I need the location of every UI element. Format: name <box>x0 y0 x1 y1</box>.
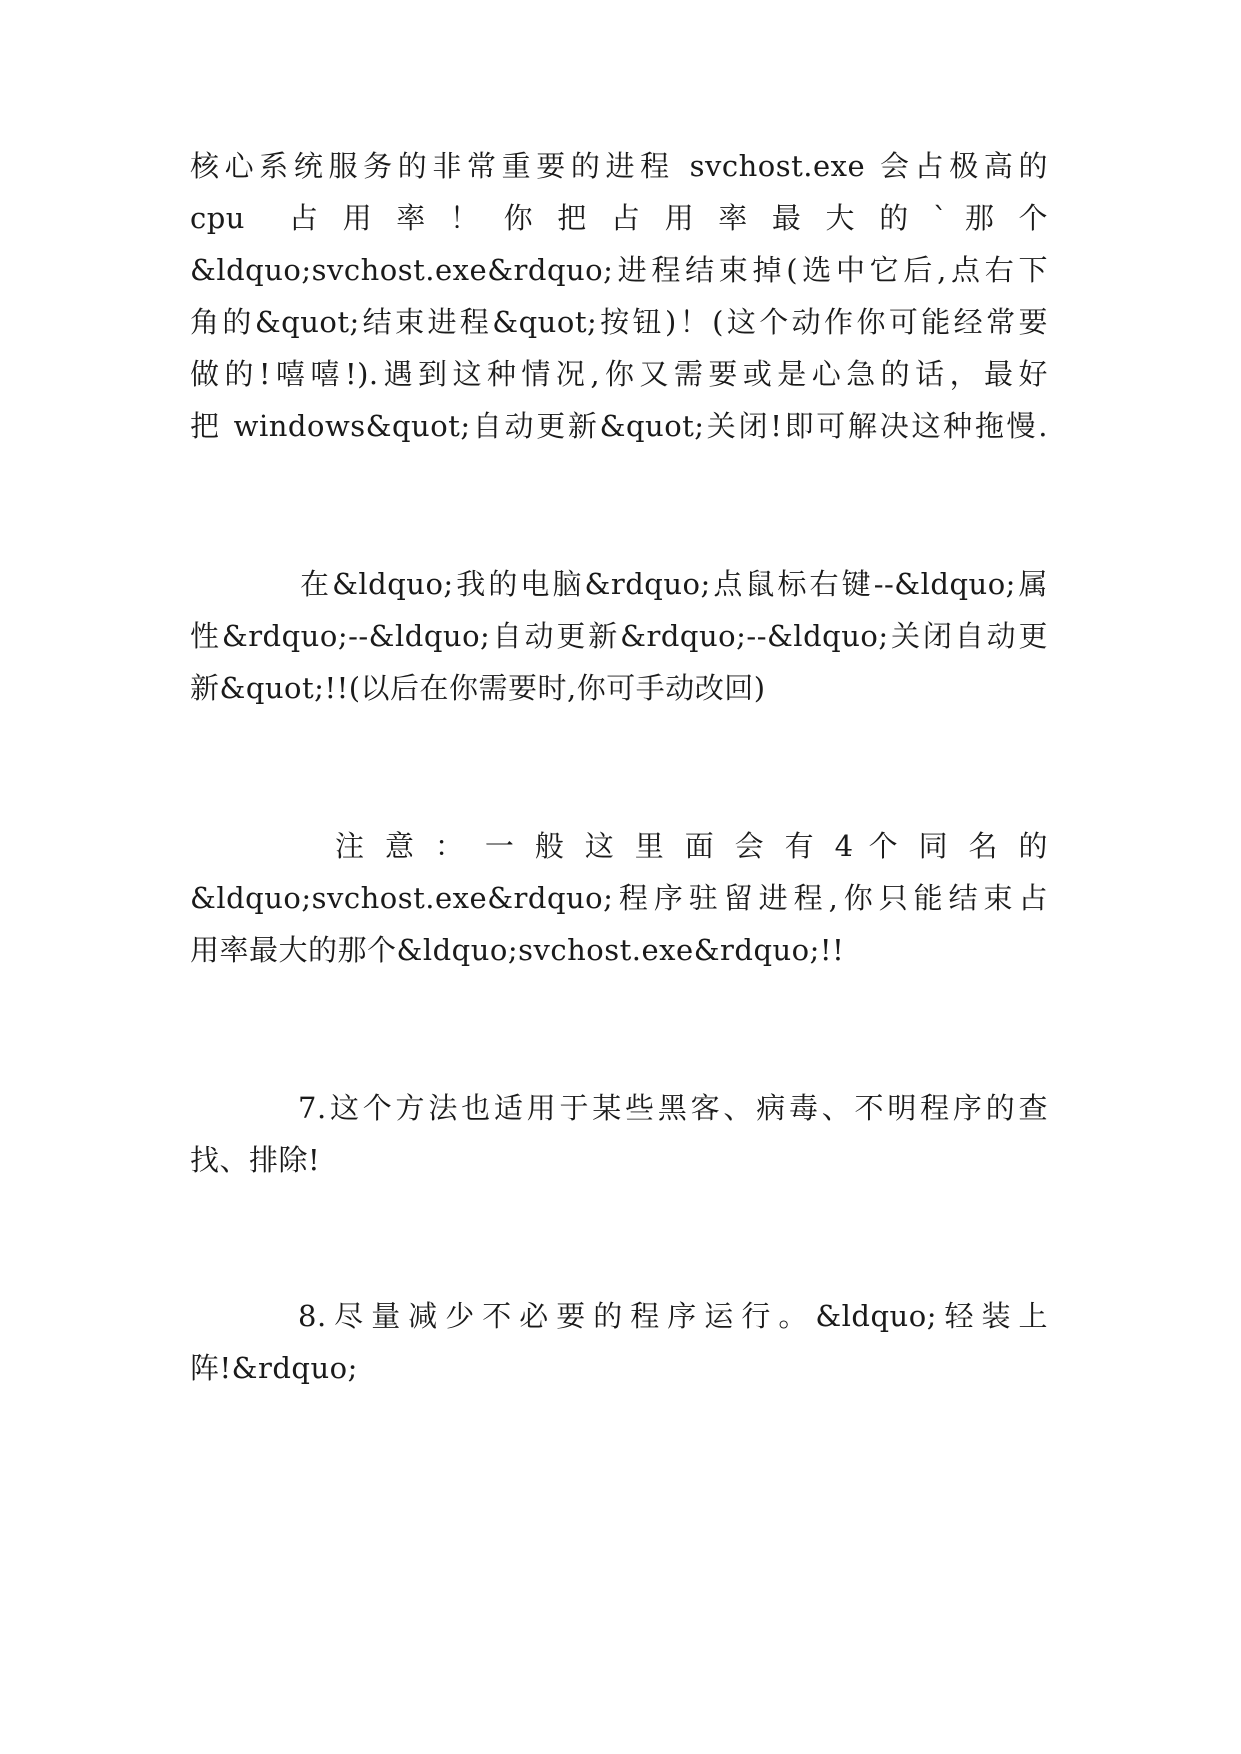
paragraph-3-line-3: 用率最大的那个&ldquo;svchost.exe&rdquo;!! <box>190 933 845 967</box>
paragraph-3-line-1: 注 意 ： 一 般 这 里 面 会 有 4 个 同 名 的 <box>335 829 1048 863</box>
paragraph-5-line-2: 阵!&rdquo; <box>190 1351 358 1385</box>
paragraph-2-line-3: 新&quot;!!(以后在你需要时,你可手动改回) <box>190 671 766 705</box>
paragraph-3-line-2: &ldquo;svchost.exe&rdquo;程序驻留进程,你只能结束占 <box>190 881 1048 915</box>
paragraph-1-line-2: cpu 占 用 率 ！ 你 把 占 用 率 最 大 的 ` 那 个 <box>190 201 1048 235</box>
paragraph-5-line-1: 8.尽量减少不必要的程序运行。&ldquo;轻装上 <box>298 1299 1048 1333</box>
paragraph-1-line-3: &ldquo;svchost.exe&rdquo;进程结束掉(选中它后,点右下 <box>190 253 1048 287</box>
paragraph-4-line-2: 找、排除! <box>190 1143 321 1177</box>
paragraph-2-line-1: 在&ldquo;我的电脑&rdquo;点鼠标右键--&ldquo;属 <box>300 567 1048 601</box>
paragraph-4-line-1: 7.这个方法也适用于某些黑客、病毒、不明程序的查 <box>298 1091 1048 1125</box>
paragraph-1-line-1: 核心系统服务的非常重要的进程 svchost.exe 会占极高的 <box>190 149 1048 183</box>
paragraph-1-line-4: 角的&quot;结束进程&quot;按钮)！(这个动作你可能经常要 <box>190 305 1048 339</box>
paragraph-2-line-2: 性&rdquo;--&ldquo;自动更新&rdquo;--&ldquo;关闭自动更 <box>190 619 1048 653</box>
paragraph-1-line-6: 把 windows&quot;自动更新&quot;关闭!即可解决这种拖慢. <box>190 409 1048 443</box>
paragraph-1-line-5: 做的!嘻嘻!).遇到这种情况,你又需要或是心急的话，最好 <box>190 357 1048 391</box>
